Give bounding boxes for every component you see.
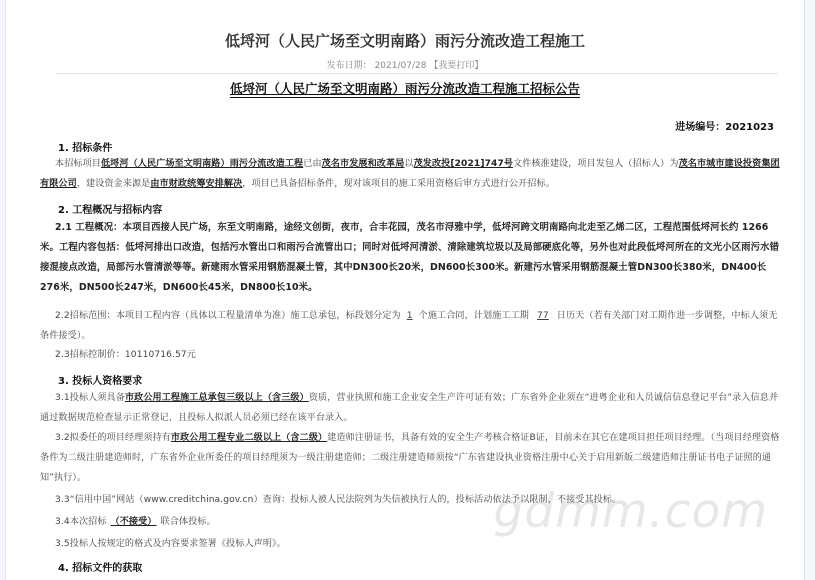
- publish-label: 发布日期：: [326, 61, 372, 71]
- section-2-scope: [40, 306, 786, 346]
- project-number: 进场编号：2021023: [675, 122, 774, 133]
- text: 联合体投标。: [160, 517, 216, 527]
- publish-date: 2021/07/28: [374, 61, 427, 71]
- text: ，建设资金来源是: [76, 179, 151, 189]
- text: 以: [404, 159, 414, 169]
- section-2-heading: 2. 工程概况与招标内容: [58, 205, 163, 216]
- required-qualification: 市政公用工程施工总承包三级以上（含三级）: [124, 393, 309, 403]
- text: 3.4本次招标: [55, 517, 107, 527]
- document-page: [5, 0, 805, 580]
- approval-authority: 茂名市发展和改革局: [321, 159, 405, 169]
- text: 日历天（若有关部门对工期作进一步调整，中标人须无条件接受）。: [40, 311, 778, 341]
- print-link[interactable]: 【我要打印】: [429, 61, 484, 71]
- text: 文件核准建设，项目发包人（招标人）为: [513, 159, 679, 169]
- watermark-logo: gdmm.com: [493, 484, 768, 539]
- contract-count: 1: [406, 311, 413, 321]
- publish-meta: [6, 58, 804, 71]
- section-3-manager: [40, 428, 786, 488]
- divider: [56, 73, 778, 74]
- funding-source: 由市财政统筹安排解决: [150, 179, 243, 189]
- notice-title: [6, 79, 804, 97]
- text: 本招标项目: [55, 159, 101, 169]
- text: 3.2拟委任的项目经理须持有: [55, 433, 171, 443]
- text: 已由: [303, 159, 322, 169]
- section-4-heading: 4. 招标文件的获取: [58, 563, 143, 574]
- section-3-declaration: 3.5投标人按规定的格式及内容要求签署《投标人声明》。: [55, 539, 286, 549]
- consortium-status: （不接受）: [110, 517, 157, 527]
- section-1-paragraph: [40, 154, 786, 194]
- section-3-credit: 3.3“信用中国”网站（www.creditchina.gov.cn）查询：投标人被人民法院列为失信被执行人的，投标活动依法予以限制，不接受其投标。: [55, 495, 622, 505]
- project-name: 低埒河（人民广场至文明南路）雨污分流改造工程: [100, 159, 304, 169]
- tenderer-name: 茂名市城市建设投资集团有限公司: [40, 159, 780, 189]
- text: ，项目已具备招标条件，现对该项目的施工采用资格后审方式进行公开招标。: [242, 179, 555, 189]
- duration-days: 77: [536, 311, 549, 321]
- section-3-heading: 3. 投标人资格要求: [58, 376, 143, 387]
- section-1-heading: 1. 招标条件: [58, 143, 113, 154]
- manager-qualification: 市政公用工程专业二级以上（含二级）: [170, 433, 328, 443]
- text: 个施工合同，计划施工工期: [418, 311, 529, 321]
- section-2-control-price: 2.3招标控制价：10110716.57元: [55, 350, 196, 360]
- section-2-overview: 2.1 工程概况：本项目西接人民广场，东至文明南路，途经文创街，夜市，合丰花园，茂名市浔雅中学，低埒河跨文明南路向北走至乙烯二区，工程范围低埒河长约 1266 米。工程内容包括：低埒河排出口改造，包括污水管出口和雨污合流管出口；同时对低埒河清淤、清除建筑垃圾以及局部硬底化等，另外也对此段低埒河所在的文光小区雨污水错接混接点改造，局部污水管清淤等等。新建雨水管采用钢筋混凝土管，其中DN300长20米，DN600长300米。新建污水管采用钢筋混凝土管DN300长380米，DN400长276米，DN500长247米，DN600长45米，DN800长10米。: [40, 222, 780, 293]
- notice-title-text: 低埒河（人民广场至文明南路）雨污分流改造工程施工招标公告: [229, 81, 580, 96]
- text: 2.2招标范围：本项目工程内容（具体以工程量清单为准）施工总承包，标段划分定为: [55, 311, 401, 321]
- text: 资质，营业执照和施工企业安全生产许可证有效；广东省外企业须在“进粤企业和人员诚信信息登记平台”录入信息并通过数据规范检查显示正常登记，且投标人拟派人员必须已经在该平台录入。: [40, 393, 779, 423]
- text: 建造师注册证书，具备有效的安全生产考核合格证B证，目前未在其它在建项目担任项目经理。（当项目经理资格条件为二级注册建造师时，广东省外企业所委任的项目经理须为一级注册建造师；二级注册建造师须按“广东省建设执业资格注册中心关于启用新版二级建造师注册证书电子证照的通知”执行）。: [40, 433, 780, 483]
- section-3-qualification: [40, 388, 786, 428]
- page-title: 低埒河（人民广场至文明南路）雨污分流改造工程施工: [224, 32, 585, 50]
- text: 3.1投标人须具备: [55, 393, 125, 403]
- approval-document: 茂发改投[2021]747号: [413, 159, 514, 169]
